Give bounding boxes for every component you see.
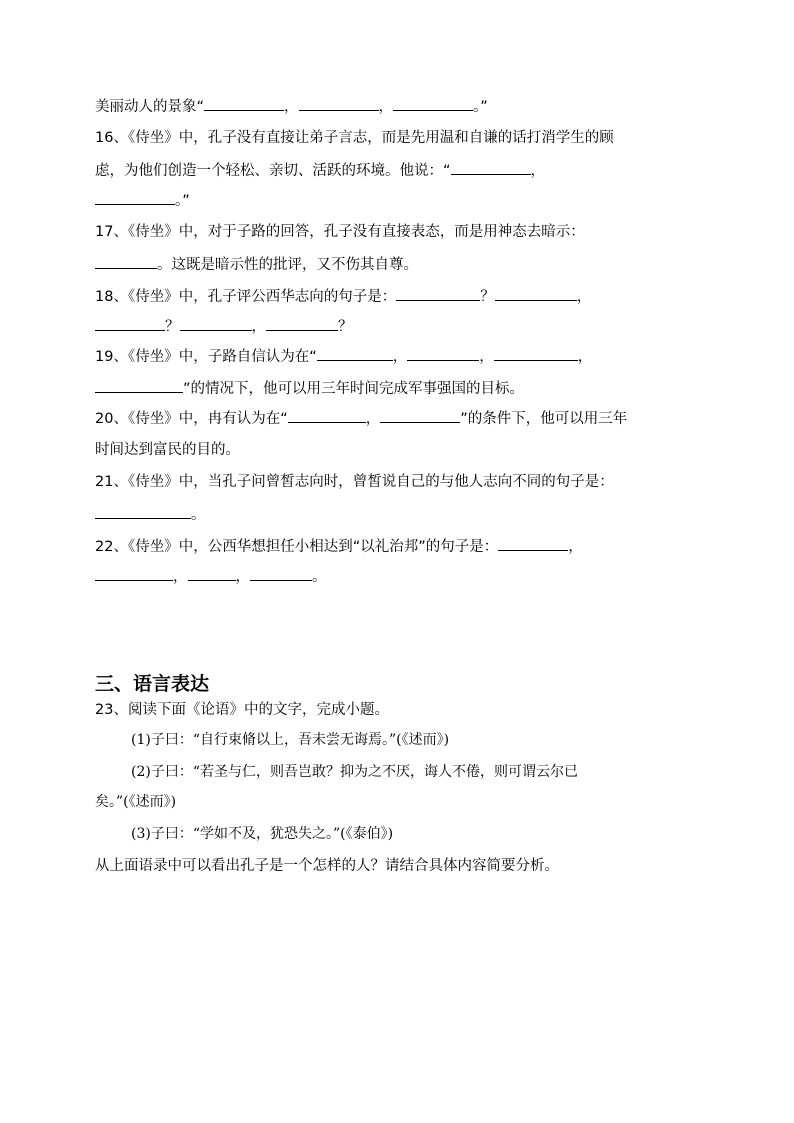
answer-blank[interactable]: [95, 190, 175, 205]
question-16-line-3: 。”: [95, 190, 190, 211]
answer-blank[interactable]: [288, 408, 366, 423]
question-19-line-1: 19、《侍坐》中，子路自信认为在“ ， ， ，: [95, 346, 592, 367]
answer-blank[interactable]: [180, 316, 252, 331]
question-22-line-2: ， ， 。: [95, 566, 327, 587]
answer-blank[interactable]: [299, 96, 379, 111]
answer-blank[interactable]: [188, 566, 236, 581]
question-16-line-1: 16、《侍坐》中，孔子没有直接让弟子言志，而是先用温和自谦的话打消学生的顾: [95, 130, 614, 146]
answer-blank[interactable]: [95, 316, 165, 331]
question-23-intro: 23、阅读下面《论语》中的文字，完成小题。: [95, 702, 389, 718]
quote-1: (1)子曰：“自行束脩以上，吾未尝无诲焉。”(《述而》): [131, 732, 450, 748]
quote-2-line-2: 矣。”(《述而》): [95, 794, 177, 810]
answer-blank[interactable]: [451, 160, 531, 175]
answer-blank[interactable]: [266, 316, 338, 331]
question-21-line-1: 21、《侍坐》中，当孔子问曾皙志向时，曾皙说自己的与他人志向不同的句子是：: [95, 474, 614, 490]
answer-blank[interactable]: [494, 346, 578, 361]
question-22-line-1: 22、《侍坐》中，公西华想担任小相达到“以礼治邦”的句子是： ，: [95, 536, 583, 557]
question-18-line-1: 18、《侍坐》中，孔子评公西华志向的句子是： ？ ，: [95, 286, 591, 307]
answer-blank[interactable]: [380, 408, 460, 423]
question-20-line-2: 时间达到富民的目的。: [95, 442, 240, 458]
answer-blank[interactable]: [204, 96, 284, 111]
question-20-line-1: 20、《侍坐》中，冉有认为在“ ， ”的条件下，他可以用三年: [95, 408, 627, 429]
question-19-line-2: ”的情况下，他可以用三年时间完成军事强国的目标。: [95, 378, 524, 399]
question-18-line-2: ？ ， ？: [95, 316, 353, 337]
quote-2-line-1: (2)子曰：“若圣与仁，则吾岂敢？抑为之不厌，诲人不倦，则可谓云尔已: [131, 764, 578, 780]
question-15-tail: 美丽动人的景象“ ， ， 。”: [95, 96, 488, 117]
answer-blank[interactable]: [396, 286, 480, 301]
question-17-line-2: 。这既是暗示性的批评，又不伤其自尊。: [95, 254, 418, 275]
question-21-line-2: 。: [95, 504, 206, 525]
question-16-line-2: 虑，为他们创造一个轻松、亲切、活跃的环境。他说：“ ，: [95, 160, 545, 181]
answer-blank[interactable]: [95, 378, 183, 393]
answer-blank[interactable]: [250, 566, 312, 581]
answer-blank[interactable]: [407, 346, 479, 361]
answer-blank[interactable]: [317, 346, 393, 361]
question-23-task: 从上面语录中可以看出孔子是一个怎样的人？请结合具体内容简要分析。: [95, 858, 559, 874]
answer-blank[interactable]: [498, 536, 568, 551]
answer-blank[interactable]: [95, 504, 191, 519]
answer-blank[interactable]: [393, 96, 473, 111]
answer-blank[interactable]: [95, 566, 173, 581]
section-heading: 三、语言表达: [95, 673, 210, 695]
answer-blank[interactable]: [495, 286, 577, 301]
question-17-line-1: 17、《侍坐》中，对于子路的回答，孔子没有直接表态，而是用神态去暗示：: [95, 224, 585, 240]
answer-blank[interactable]: [95, 254, 157, 269]
quote-3: (3)子曰：“学如不及，犹恐失之。”(《泰伯》): [131, 826, 394, 842]
